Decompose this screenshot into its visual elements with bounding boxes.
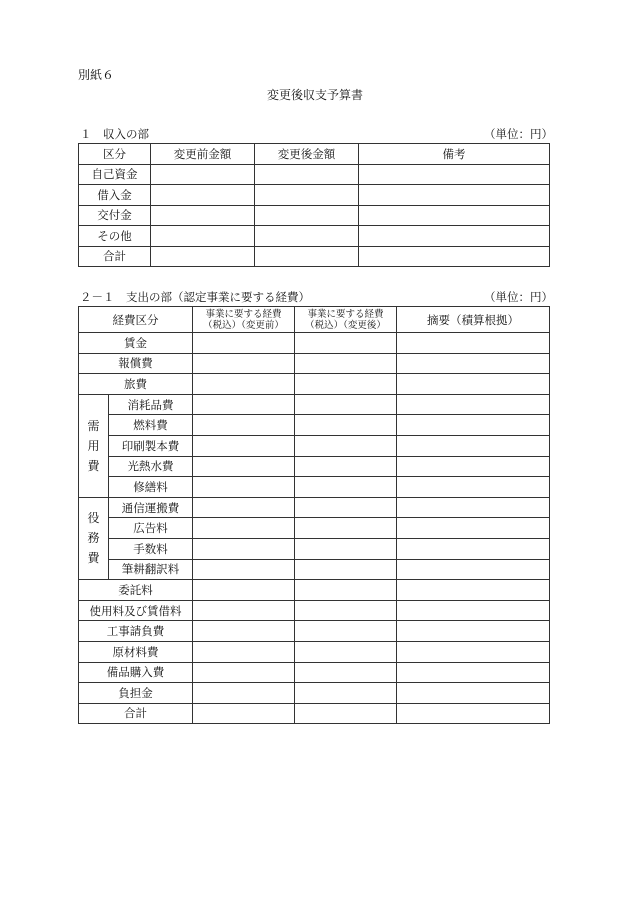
income-section-heading: １ 収入の部	[80, 127, 149, 141]
income-cell-after[interactable]	[255, 246, 359, 267]
expense-cell-summary[interactable]	[397, 703, 550, 724]
income-cell-remarks[interactable]	[359, 205, 550, 226]
expense-cell-before[interactable]	[193, 538, 295, 559]
expense-row-label: 使用料及び賃借料	[79, 600, 193, 621]
expense-cell-before[interactable]	[193, 456, 295, 477]
income-col-category: 区分	[79, 144, 151, 165]
expense-row	[79, 538, 550, 559]
expense-cell-after[interactable]	[295, 477, 397, 498]
expense-cell-after[interactable]	[295, 641, 397, 662]
expense-table	[78, 306, 550, 724]
income-row-grants	[79, 205, 550, 226]
expense-cell-summary[interactable]	[397, 456, 550, 477]
income-row-label: 自己資金	[79, 164, 151, 185]
expense-cell-summary[interactable]	[397, 497, 550, 518]
income-cell-after[interactable]	[255, 226, 359, 247]
expense-row-label: 筆耕翻訳料	[109, 559, 193, 580]
service-group-char: 役	[87, 511, 100, 526]
expense-row-label: 印刷製本費	[109, 435, 193, 456]
expense-cell-after[interactable]	[295, 435, 397, 456]
expense-cell-before[interactable]	[193, 559, 295, 580]
expense-row	[79, 456, 550, 477]
expense-cell-summary[interactable]	[397, 580, 550, 601]
expense-cell-before[interactable]	[193, 353, 295, 374]
expense-col-before-line1: 事業に要する経費	[205, 308, 282, 320]
income-row-label: 借入金	[79, 185, 151, 206]
expense-cell-before[interactable]	[193, 415, 295, 436]
income-col-after-amount: 変更後金額	[255, 144, 359, 165]
income-cell-remarks[interactable]	[359, 164, 550, 185]
expense-cell-summary[interactable]	[397, 435, 550, 456]
expense-row-label: 合計	[79, 703, 193, 724]
income-row-loans	[79, 185, 550, 206]
expense-cell-before[interactable]	[193, 662, 295, 683]
expense-cell-before[interactable]	[193, 497, 295, 518]
expense-cell-summary[interactable]	[397, 559, 550, 580]
expense-cell-after[interactable]	[295, 538, 397, 559]
expense-col-category: 経費区分	[79, 307, 193, 333]
expense-row-label: 委託料	[79, 580, 193, 601]
expense-row-label: 手数料	[109, 538, 193, 559]
document-label: 別紙６	[78, 68, 115, 82]
expense-cell-before[interactable]	[193, 621, 295, 642]
expense-cell-summary[interactable]	[397, 621, 550, 642]
expense-row-label: 光熱水費	[109, 456, 193, 477]
expense-cell-after[interactable]	[295, 518, 397, 539]
expense-cell-summary[interactable]	[397, 415, 550, 436]
expense-cell-summary[interactable]	[397, 353, 550, 374]
demand-group-label	[79, 394, 109, 497]
income-cell-before[interactable]	[151, 164, 255, 185]
expense-cell-after[interactable]	[295, 497, 397, 518]
expense-row	[79, 683, 550, 704]
income-table	[78, 143, 550, 267]
expense-cell-summary[interactable]	[397, 641, 550, 662]
expense-row	[79, 374, 550, 395]
expense-cell-summary[interactable]	[397, 518, 550, 539]
service-group-char: 費	[87, 551, 100, 566]
income-row-label: 合計	[79, 246, 151, 267]
expense-cell-before[interactable]	[193, 580, 295, 601]
expense-row	[79, 641, 550, 662]
demand-group-char: 需	[87, 418, 100, 433]
expense-cell-after[interactable]	[295, 559, 397, 580]
expense-row-label: 旅費	[79, 374, 193, 395]
service-group-char: 務	[87, 531, 100, 546]
expense-cell-before[interactable]	[193, 641, 295, 662]
expense-cell-after[interactable]	[295, 703, 397, 724]
income-cell-before[interactable]	[151, 246, 255, 267]
expense-cell-after[interactable]	[295, 456, 397, 477]
expense-cell-before[interactable]	[193, 435, 295, 456]
income-cell-before[interactable]	[151, 226, 255, 247]
expense-col-before	[193, 307, 295, 333]
income-row-total	[79, 246, 550, 267]
income-cell-remarks[interactable]	[359, 185, 550, 206]
expense-row	[79, 477, 550, 498]
income-cell-before[interactable]	[151, 205, 255, 226]
expense-row-label: 工事請負費	[79, 621, 193, 642]
income-row-label: その他	[79, 226, 151, 247]
expense-col-after	[295, 307, 397, 333]
expense-cell-before[interactable]	[193, 518, 295, 539]
expense-row	[79, 333, 550, 354]
expense-cell-before[interactable]	[193, 477, 295, 498]
expense-cell-before[interactable]	[193, 600, 295, 621]
expense-cell-before[interactable]	[193, 683, 295, 704]
expense-section-heading: ２－１ 支出の部（認定事業に要する経費）	[80, 290, 310, 304]
expense-cell-before[interactable]	[193, 374, 295, 395]
expense-row	[79, 559, 550, 580]
expense-cell-before[interactable]	[193, 394, 295, 415]
expense-col-summary: 摘要（積算根拠）	[397, 307, 550, 333]
expense-cell-summary[interactable]	[397, 333, 550, 354]
income-row-other	[79, 226, 550, 247]
expense-cell-summary[interactable]	[397, 662, 550, 683]
expense-row	[79, 394, 550, 415]
income-cell-remarks[interactable]	[359, 246, 550, 267]
expense-row-label: 修繕料	[109, 477, 193, 498]
income-cell-before[interactable]	[151, 185, 255, 206]
income-header-row	[79, 144, 550, 165]
expense-cell-summary[interactable]	[397, 394, 550, 415]
expense-row	[79, 353, 550, 374]
expense-row	[79, 435, 550, 456]
expense-row-label: 燃料費	[109, 415, 193, 436]
expense-cell-after[interactable]	[295, 415, 397, 436]
expense-col-after-line1: 事業に要する経費	[307, 308, 384, 320]
expense-cell-after[interactable]	[295, 394, 397, 415]
expense-cell-summary[interactable]	[397, 683, 550, 704]
income-unit-label: （単位：円）	[484, 127, 553, 141]
expense-total-row	[79, 703, 550, 724]
income-cell-remarks[interactable]	[359, 226, 550, 247]
expense-cell-before[interactable]	[193, 703, 295, 724]
income-cell-after[interactable]	[255, 185, 359, 206]
expense-cell-after[interactable]	[295, 621, 397, 642]
expense-row-label: 消耗品費	[109, 394, 193, 415]
expense-cell-after[interactable]	[295, 374, 397, 395]
expense-row-label: 備品購入費	[79, 662, 193, 683]
expense-row-label: 報償費	[79, 353, 193, 374]
expense-cell-after[interactable]	[295, 683, 397, 704]
expense-cell-after[interactable]	[295, 333, 397, 354]
expense-row	[79, 415, 550, 436]
demand-group-char: 費	[87, 458, 100, 473]
service-group-label	[79, 497, 109, 579]
expense-cell-after[interactable]	[295, 662, 397, 683]
expense-row-label: 原材料費	[79, 641, 193, 662]
income-row-label: 交付金	[79, 205, 151, 226]
expense-cell-summary[interactable]	[397, 538, 550, 559]
expense-row-label: 通信運搬費	[109, 497, 193, 518]
expense-row	[79, 600, 550, 621]
expense-cell-after[interactable]	[295, 580, 397, 601]
expense-cell-summary[interactable]	[397, 600, 550, 621]
expense-row	[79, 580, 550, 601]
expense-row-label: 賃金	[79, 333, 193, 354]
income-row-own-funds	[79, 164, 550, 185]
expense-unit-label: （単位：円）	[484, 290, 553, 304]
expense-row	[79, 497, 550, 518]
income-col-before-amount: 変更前金額	[151, 144, 255, 165]
expense-cell-summary[interactable]	[397, 374, 550, 395]
expense-row	[79, 518, 550, 539]
expense-cell-before[interactable]	[193, 333, 295, 354]
expense-cell-after[interactable]	[295, 353, 397, 374]
expense-cell-after[interactable]	[295, 600, 397, 621]
expense-header-row	[79, 307, 550, 333]
expense-row	[79, 621, 550, 642]
expense-row-label: 広告料	[109, 518, 193, 539]
expense-row	[79, 662, 550, 683]
page-title: 変更後収支予算書	[266, 88, 363, 102]
income-col-remarks: 備考	[359, 144, 550, 165]
demand-group-char: 用	[87, 438, 100, 453]
expense-cell-summary[interactable]	[397, 477, 550, 498]
income-cell-after[interactable]	[255, 164, 359, 185]
income-cell-after[interactable]	[255, 205, 359, 226]
expense-col-before-line2: （税込）（変更前）	[203, 319, 284, 331]
expense-col-after-line2: （税込）（変更後）	[305, 319, 386, 331]
expense-row-label: 負担金	[79, 683, 193, 704]
